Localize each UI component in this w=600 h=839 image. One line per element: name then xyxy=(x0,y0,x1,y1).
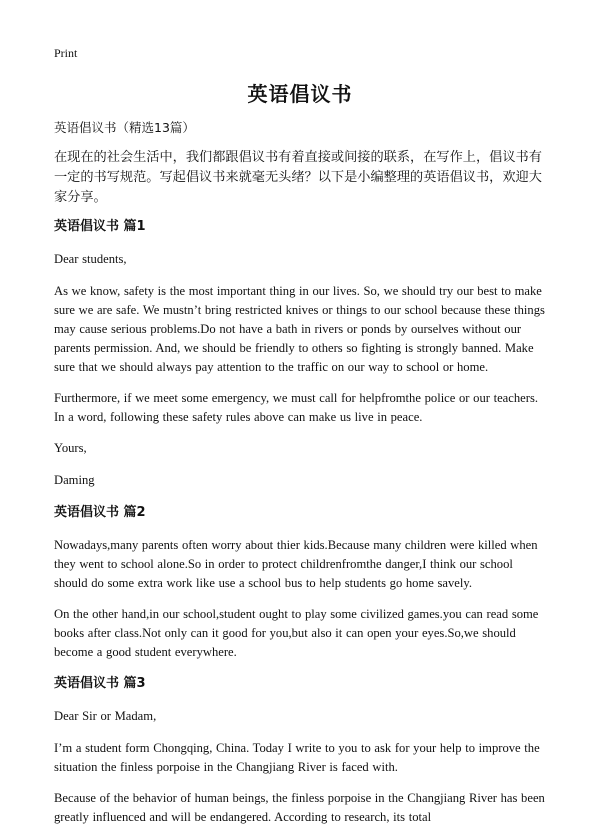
document-title: 英语倡议书 xyxy=(247,82,353,106)
body-paragraph: Nowadays,many parents often worry about thier kids.Because many children were killed when they went to school alone.So in order to protect childrenfromthe danger,I think our school should do some extra work like use a school bus to help students go home savely. xyxy=(54,538,538,590)
section-heading: 英语倡议书 篇1 xyxy=(54,219,146,234)
section-1 xyxy=(54,217,550,490)
section-heading: 英语倡议书 篇2 xyxy=(54,505,146,520)
body-paragraph: On the other hand,in our school,student ought to play some civilized games.you can read some books after class.Not only can it good for you,but also it can open your eyes.So,we should become a good student everywhere. xyxy=(54,607,539,659)
section-3 xyxy=(54,674,550,827)
body-paragraph: Furthermore, if we meet some emergency, we must call for helpfromthe police or our teachers. In a word, following these safety rules above can make us live in peace. xyxy=(54,391,538,424)
salutation: Dear Sir or Madam, xyxy=(54,709,157,723)
section-2 xyxy=(54,503,550,662)
body-paragraph: As we know, safety is the most important thing in our lives. So, we should try our best to make sure we are safe. We mustn’t bring restricted knives or things to our school because these things may cause serious problems.Do not have a bath in rivers or ponds by ourselves without our parents permission. And, we should be friendly to others so fighting is strongly banned. Make sure that we should always pay attention to the traffic on our way to school or home. xyxy=(54,284,545,374)
signature-name: Daming xyxy=(54,473,95,487)
section-heading: 英语倡议书 篇3 xyxy=(54,676,146,691)
document-body xyxy=(54,118,550,839)
print-link[interactable]: Print xyxy=(54,46,78,60)
intro-paragraph: 在现在的社会生活中，我们都跟倡议书有着直接或间接的联系，在写作上，倡议书有一定的书写规范。写起倡议书来就毫无头绪？以下是小编整理的英语倡议书，欢迎大家分享。 xyxy=(54,150,542,205)
body-paragraph: Because of the behavior of human beings, the finless porpoise in the Changjiang River has been greatly influenced and will be endangered. According to research, its total xyxy=(54,791,545,824)
document-subtitle: 英语倡议书（精选13篇） xyxy=(54,120,195,135)
body-paragraph: I’m a student form Chongqing, China. Today I write to you to ask for your help to improve the situation the finless porpoise in the Changjiang River is faced with. xyxy=(54,741,540,774)
closing: Yours, xyxy=(54,441,87,455)
salutation: Dear students, xyxy=(54,252,127,266)
